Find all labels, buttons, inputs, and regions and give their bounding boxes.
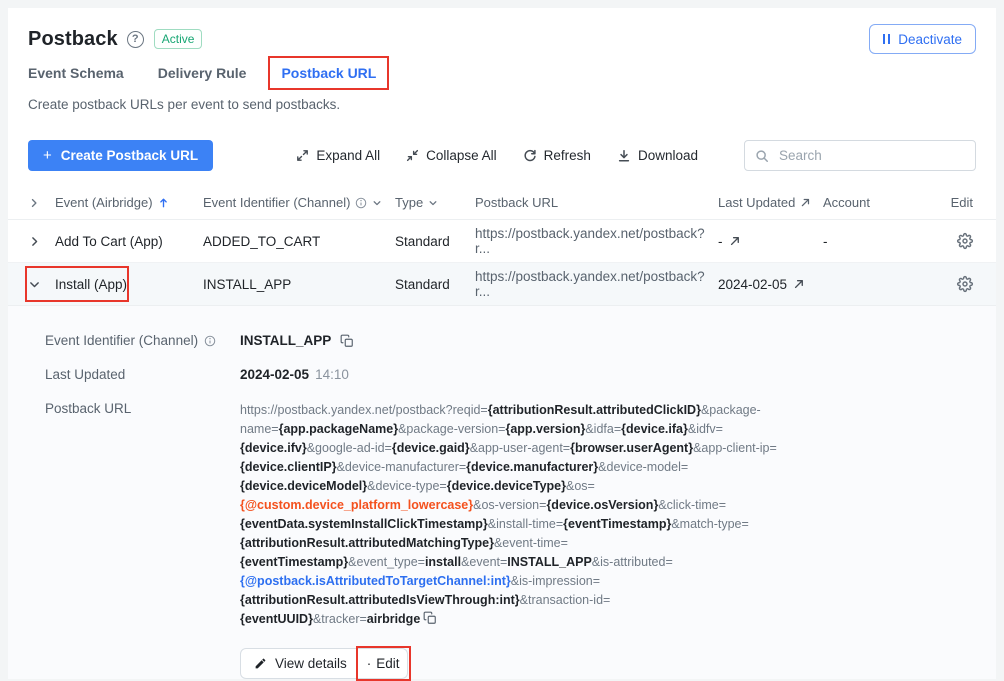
external-link-icon[interactable] — [793, 278, 805, 290]
search-icon — [755, 149, 769, 163]
status-badge: Active — [154, 29, 203, 49]
info-icon[interactable] — [204, 335, 216, 347]
create-postback-url-label: Create Postback URL — [60, 148, 199, 163]
deactivate-label: Deactivate — [898, 31, 962, 47]
refresh-button[interactable] — [523, 148, 591, 163]
collapse-all-label: Collapse All — [426, 148, 497, 163]
tab-postback-url[interactable]: Postback URL — [268, 56, 389, 90]
header-identifier — [203, 195, 395, 210]
header-last-updated-label: Last Updated — [718, 195, 796, 210]
cell-type: Standard — [395, 276, 450, 292]
table-row[interactable] — [8, 220, 996, 263]
header-account — [823, 195, 943, 210]
tab-event-schema[interactable]: Event Schema — [28, 65, 124, 81]
refresh-label: Refresh — [543, 148, 591, 163]
expand-all-label: Expand All — [316, 148, 381, 163]
detail-last-updated-date: 2024-02-05 — [240, 367, 310, 382]
detail-url-label: Postback URL — [45, 401, 132, 416]
pencil-icon — [254, 657, 267, 670]
separator-dot: · — [366, 656, 372, 671]
tab-bar — [8, 65, 996, 81]
annotation-box-edit — [356, 646, 411, 681]
chevron-down-icon[interactable] — [428, 198, 438, 208]
expand-icon — [296, 149, 309, 162]
external-link-icon[interactable] — [729, 235, 741, 247]
header-url — [475, 195, 718, 210]
edit-button[interactable]: Edit — [376, 656, 400, 671]
chevron-right-icon — [28, 235, 55, 248]
tab-delivery-rule[interactable]: Delivery Rule — [157, 65, 247, 81]
page-title: Postback — [28, 27, 118, 50]
postback-panel — [8, 8, 996, 671]
cell-type: Standard — [395, 233, 450, 249]
header-expand-col — [28, 197, 55, 209]
view-details-button[interactable] — [240, 648, 408, 679]
detail-postback-url-value: https://postback.yandex.net/postback?reqid={attributionResult.attributedClickID}&package-name={app.packageName}&package-version={app.version}&idfa={device.ifa}&idfv={device.ifv}&google-ad-id={device.gaid}&app-user-agent={browser.userAgent}&app-client-ip={device.clientIP}&device-manufacturer={device.manufacturer}&device-model={device.deviceModel}&device-type={device.deviceType}&os={@custom.device_platform_lowercase}&os-version={device.osVersion}&click-time={eventData.systemInstallClickTimestamp}&install-time={eventTimestamp}&match-type={attributionResult.attributedMatchingType}&event-time={eventTimestamp}&event_type=install&event=INSTALL_APP&is-attributed={@postback.isAttributedToTargetChannel:int}&is-impression={attributionResult.attributedIsViewThrough:int}&transaction-id={eventUUID}&tracker=airbridge — [240, 403, 777, 626]
header-event-label: Event (Airbridge) — [55, 195, 153, 210]
help-icon[interactable]: ? — [127, 31, 144, 48]
row-detail-panel — [8, 306, 996, 679]
gear-icon[interactable] — [957, 276, 973, 292]
create-postback-url-button[interactable] — [28, 140, 213, 171]
chevron-right-icon — [28, 197, 40, 209]
cell-event: Add To Cart (App) — [55, 233, 163, 249]
info-icon[interactable] — [355, 197, 367, 209]
download-label: Download — [637, 148, 698, 163]
search-box[interactable] — [744, 140, 976, 171]
sort-asc-icon[interactable] — [158, 197, 169, 209]
postback-table — [8, 186, 996, 306]
expand-all-button[interactable] — [296, 148, 380, 163]
collapse-icon — [406, 149, 419, 162]
header-type-label: Type — [395, 195, 424, 210]
detail-last-updated-label: Last Updated — [45, 367, 126, 382]
download-button[interactable] — [617, 148, 698, 163]
deactivate-button[interactable] — [869, 24, 976, 54]
header-url-label: Postback URL — [475, 195, 559, 210]
header-identifier-label: Event Identifier (Channel) — [203, 195, 351, 210]
row-expand-toggle[interactable] — [28, 235, 55, 248]
header-account-label: Account — [823, 195, 870, 210]
cell-identifier: INSTALL_APP — [203, 276, 292, 292]
detail-identifier-label-row — [45, 333, 240, 348]
external-link-icon[interactable] — [800, 197, 811, 208]
download-icon — [617, 149, 631, 163]
pause-icon — [883, 34, 891, 44]
cell-account: - — [823, 233, 828, 249]
page-description: Create postback URLs per event to send postbacks. — [28, 97, 341, 112]
cell-last-updated — [718, 234, 823, 249]
search-input[interactable] — [777, 147, 965, 164]
last-updated-value: 2024-02-05 — [718, 276, 788, 292]
chevron-down-icon[interactable] — [372, 198, 382, 208]
refresh-icon — [523, 149, 537, 163]
collapse-all-button[interactable] — [406, 148, 497, 163]
detail-identifier-label: Event Identifier (Channel) — [45, 333, 199, 348]
header-event — [55, 195, 203, 210]
toolbar — [8, 140, 996, 171]
detail-identifier-value: INSTALL_APP — [240, 333, 332, 348]
table-row[interactable] — [8, 263, 996, 306]
cell-postback-url: https://postback.yandex.net/postback?r... — [475, 226, 705, 256]
cell-last-updated — [718, 277, 823, 292]
last-updated-value: - — [718, 233, 723, 249]
gear-icon[interactable] — [957, 233, 973, 249]
panel-header — [8, 8, 996, 56]
cell-identifier: ADDED_TO_CART — [203, 233, 321, 249]
view-details-label: View details — [275, 656, 347, 671]
plus-icon: + — [43, 147, 52, 164]
header-edit — [943, 195, 976, 210]
row-collapse-toggle[interactable] — [28, 278, 55, 291]
header-last-updated — [718, 195, 823, 210]
table-header-row — [8, 186, 996, 220]
copy-icon[interactable] — [423, 611, 437, 625]
copy-icon[interactable] — [340, 334, 354, 348]
header-type — [395, 195, 475, 210]
cell-postback-url: https://postback.yandex.net/postback?r... — [475, 269, 705, 299]
cell-event: Install (App) — [55, 276, 128, 292]
chevron-down-icon — [28, 278, 55, 291]
detail-last-updated-time: 14:10 — [315, 367, 349, 382]
header-edit-label: Edit — [950, 195, 973, 210]
